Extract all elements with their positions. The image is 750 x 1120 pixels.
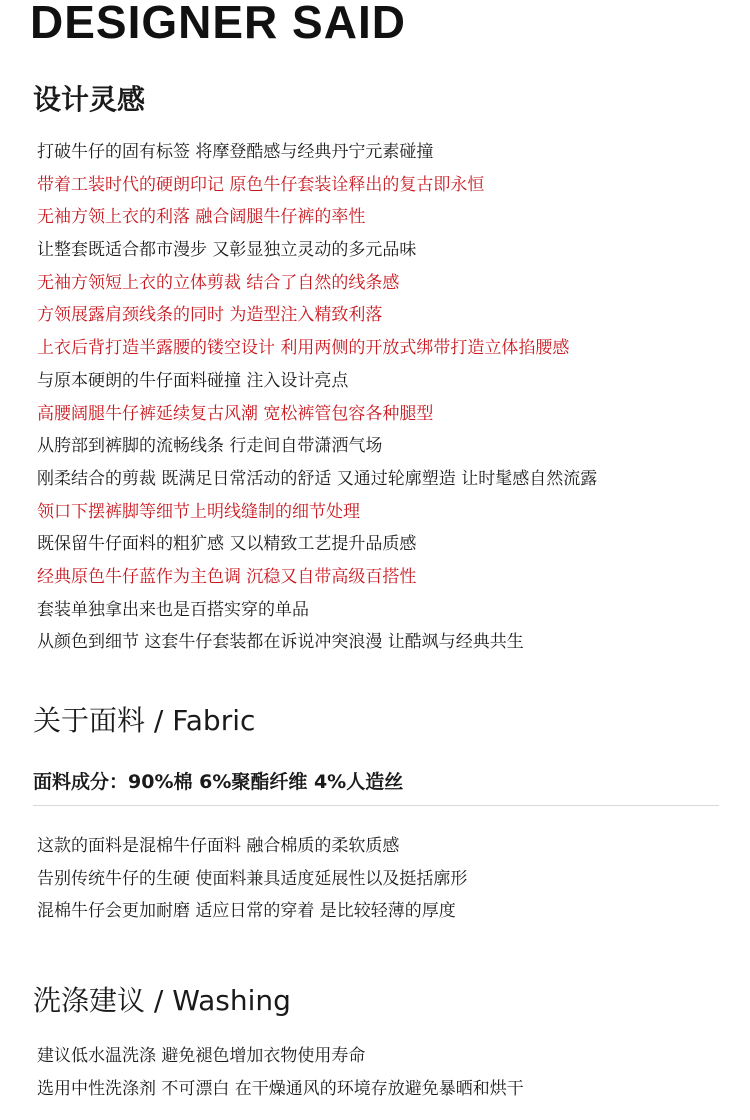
- inspiration-line: 上衣后背打造半露腰的镂空设计 利用两侧的开放式绑带打造立体掐腰感: [37, 338, 570, 359]
- inspiration-line: 从颜色到细节 这套牛仔套装都在诉说冲突浪漫 让酷飒与经典共生: [37, 632, 524, 653]
- fabric-line: 这款的面料是混棉牛仔面料 融合棉质的柔软质感: [37, 836, 400, 856]
- fabric-composition: 面料成分：90%棉 6%聚酯纤维 4%人造丝: [33, 771, 404, 793]
- fabric-line: 告别传统牛仔的生硬 使面料兼具适度延展性以及挺括廓形: [37, 868, 468, 889]
- fabric-title: 关于面料 / Fabric: [33, 704, 256, 737]
- inspiration-line: 带着工装时代的硬朗印记 原色牛仔套装诠释出的复古即永恒: [37, 174, 485, 195]
- inspiration-lines: [37, 136, 597, 659]
- inspiration-line: 领口下摆裤脚等细节上明线缝制的细节处理: [37, 501, 360, 522]
- inspiration-line: 从胯部到裤脚的流畅线条 行走间自带潇洒气场: [37, 436, 383, 457]
- inspiration-line: 与原本硬朗的牛仔面料碰撞 注入设计亮点: [37, 370, 349, 391]
- inspiration-line: 既保留牛仔面料的粗犷感 又以精致工艺提升品质感: [37, 534, 417, 555]
- washing-title: 洗涤建议 / Washing: [33, 984, 291, 1017]
- divider: [33, 805, 719, 806]
- inspiration-line: 刚柔结合的剪裁 既满足日常活动的舒适 又通过轮廓塑造 让时髦感自然流露: [37, 468, 598, 489]
- inspiration-line: 高腰阔腿牛仔裤延续复古风潮 宽松裤管包容各种腿型: [37, 403, 434, 424]
- washing-line: 选用中性洗涤剂 不可漂白 在干燥通风的环境存放避免暴晒和烘干: [37, 1078, 524, 1099]
- inspiration-line: 方领展露肩颈线条的同时 为造型注入精致利落: [37, 305, 383, 326]
- inspiration-line: 无袖方领上衣的利落 融合阔腿牛仔裤的率性: [37, 207, 366, 228]
- inspiration-line: 打破牛仔的固有标签 将摩登酷感与经典丹宁元素碰撞: [37, 142, 434, 162]
- brand-logo: DESIGNER SAID: [30, 0, 406, 48]
- inspiration-line: 让整套既适合都市漫步 又彰显独立灵动的多元品味: [37, 240, 417, 261]
- inspiration-title: 设计灵感: [33, 83, 146, 116]
- inspiration-line: 无袖方领短上衣的立体剪裁 结合了自然的线条感: [37, 272, 400, 293]
- inspiration-line: 套装单独拿出来也是百搭实穿的单品: [37, 599, 309, 620]
- inspiration-line: 经典原色牛仔蓝作为主色调 沉稳又自带高级百搭性: [37, 566, 417, 587]
- fabric-lines: [37, 830, 467, 928]
- fabric-line: 混棉牛仔会更加耐磨 适应日常的穿着 是比较轻薄的厚度: [37, 901, 456, 922]
- washing-line: 建议低水温洗涤 避免褪色增加衣物使用寿命: [37, 1046, 366, 1066]
- washing-lines: [37, 1040, 524, 1105]
